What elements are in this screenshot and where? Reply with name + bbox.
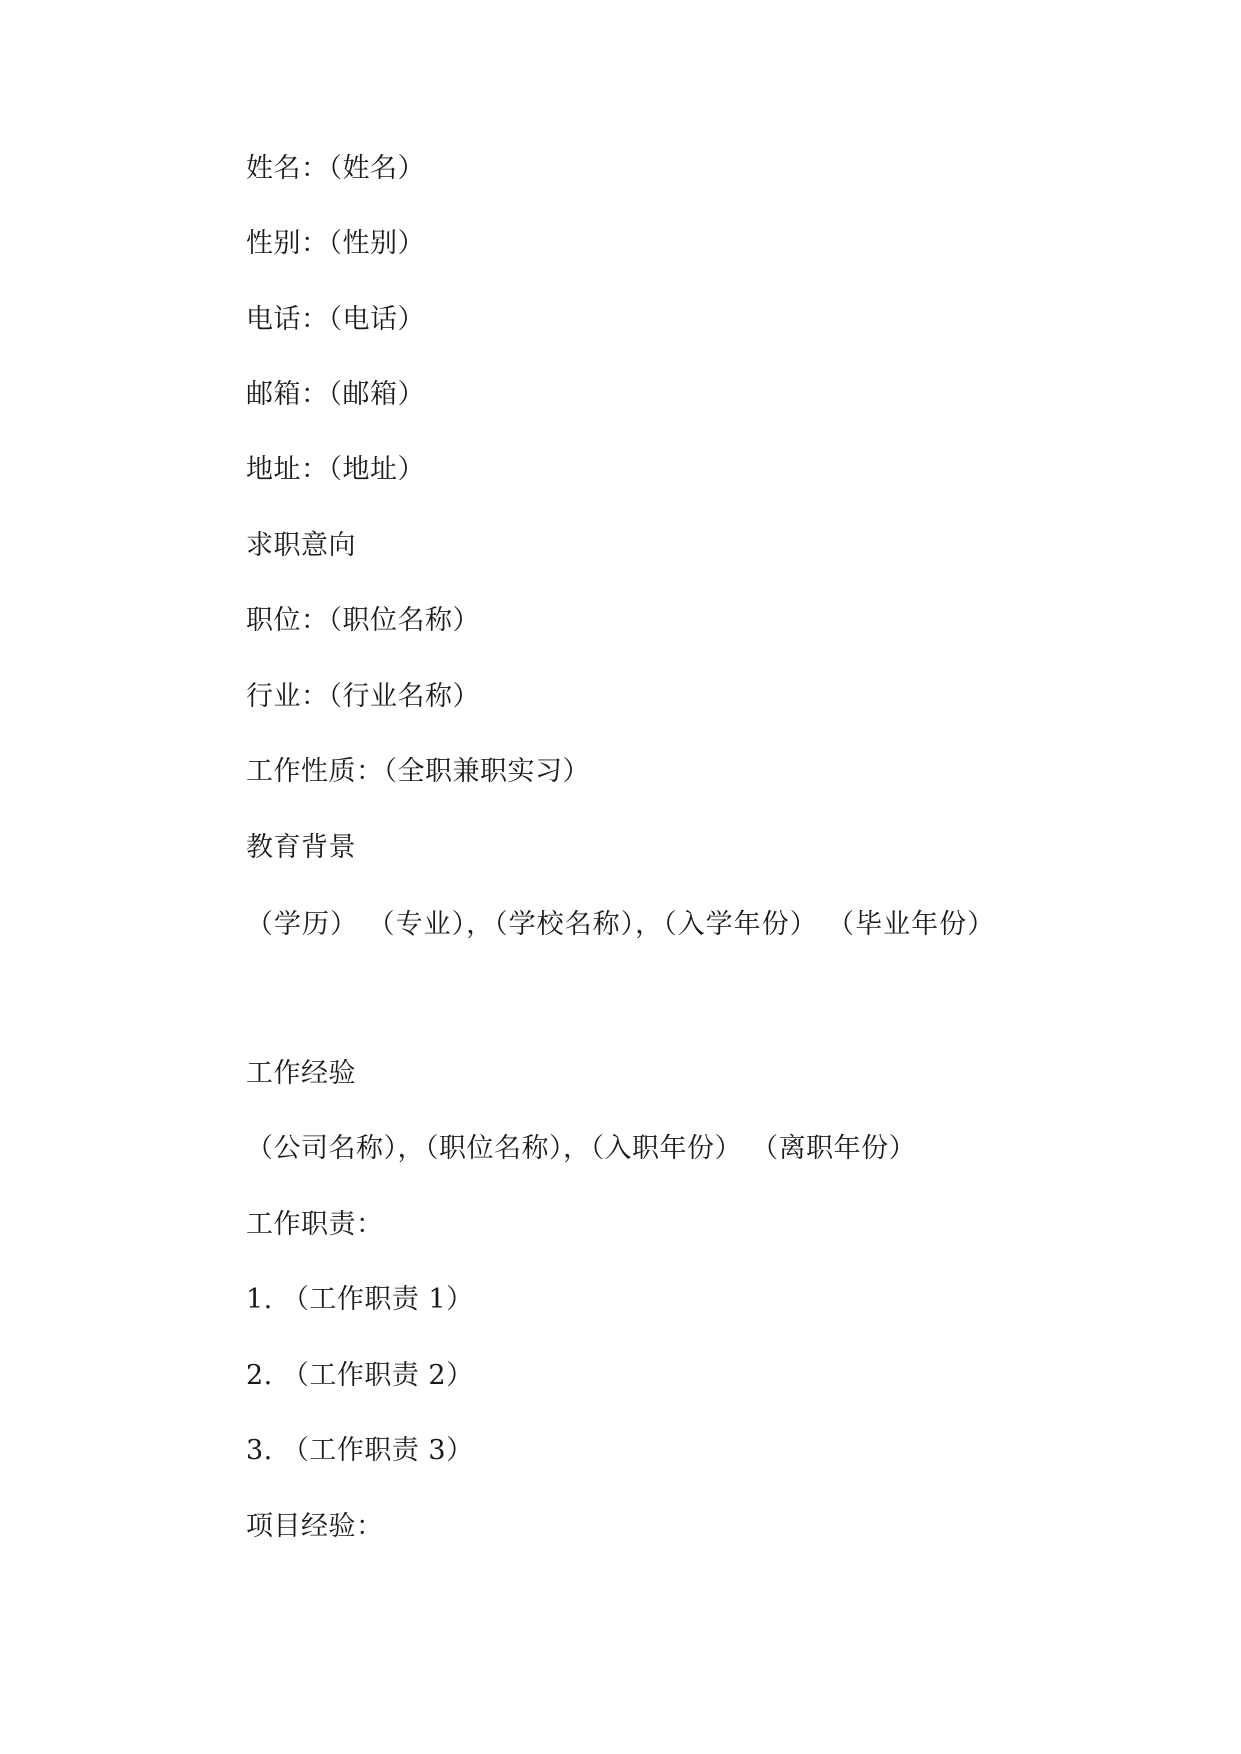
work-experience-heading: 工作经验 [246,1058,356,1089]
phone-line: 电话：（电话） [246,304,425,335]
job-intention-heading: 求职意向 [246,530,356,561]
gender-line: 性别：（性别） [246,228,425,259]
education-heading: 教育背景 [246,832,356,863]
name-line: 姓名：（姓名） [246,153,425,184]
industry-line: 行业：（行业名称） [246,681,480,712]
duty-item-1: 1. （工作职责 1） [246,1284,474,1315]
position-line: 职位：（职位名称） [246,605,480,636]
work-experience-entry: （公司名称），（职位名称），（入职年份） （离职年份） [246,1133,917,1164]
email-line: 邮箱：（邮箱） [246,379,425,410]
address-line: 地址：（地址） [246,454,425,485]
duty-item-2: 2. （工作职责 2） [246,1360,474,1391]
education-entry: （学历） （专业），（学校名称），（入学年份） （毕业年份） [246,909,996,940]
duties-heading: 工作职责： [246,1209,384,1240]
job-type-line: 工作性质：（全职兼职实习） [246,756,590,787]
project-experience-heading: 项目经验： [246,1511,384,1542]
duty-item-3: 3. （工作职责 3） [246,1435,474,1466]
